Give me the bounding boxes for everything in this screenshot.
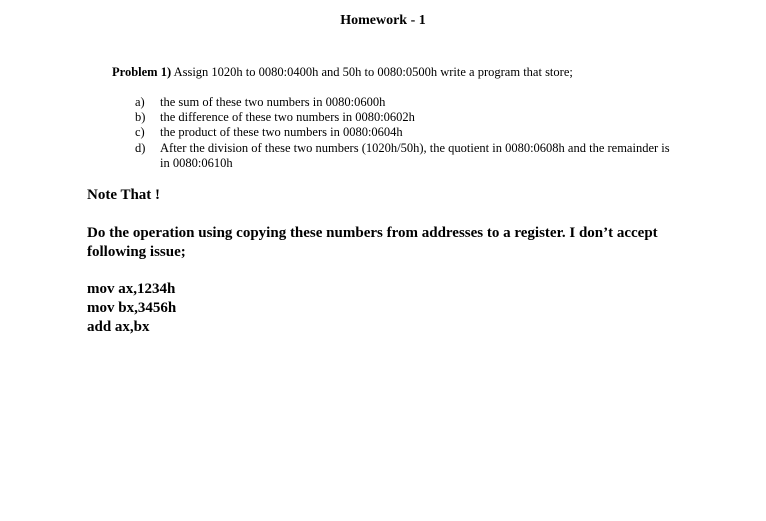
list-item: [135, 141, 675, 171]
problem-statement: [112, 65, 573, 80]
list-marker: c): [135, 125, 145, 140]
problem-text: Assign 1020h to 0080:0400h and 50h to 0080:0500h write a program that store;: [173, 65, 573, 79]
cut-off-header-fragment: [0, 0, 766, 2]
note-heading: Note That !: [87, 187, 161, 203]
list-marker: b): [135, 110, 146, 125]
problem-subitems: [135, 95, 675, 171]
code-line: mov bx,3456h: [87, 300, 177, 316]
page-title: Homework - 1: [340, 13, 426, 28]
note-body: Do the operation using copying these numbers from addresses to a register. I don’t accept following issue;: [87, 225, 658, 260]
list-item: [135, 95, 675, 110]
code-line: mov ax,1234h: [87, 281, 176, 297]
problem-label: Problem 1): [112, 65, 172, 79]
code-example: [87, 280, 176, 337]
list-item: [135, 125, 675, 140]
list-marker: a): [135, 95, 145, 109]
list-item-text: the sum of these two numbers in 0080:0600h: [160, 95, 386, 109]
list-marker: d): [135, 140, 146, 155]
list-item-text: After the division of these two numbers (1020h/50h), the quotient in 0080:0608h and the remainder is in 0080:0610h: [160, 140, 670, 170]
list-item-text: the product of these two numbers in 0080:0604h: [160, 125, 403, 140]
code-line: add ax,bx: [87, 319, 150, 335]
list-item-text: the difference of these two numbers in 0080:0602h: [160, 110, 415, 125]
list-item: [135, 110, 675, 125]
